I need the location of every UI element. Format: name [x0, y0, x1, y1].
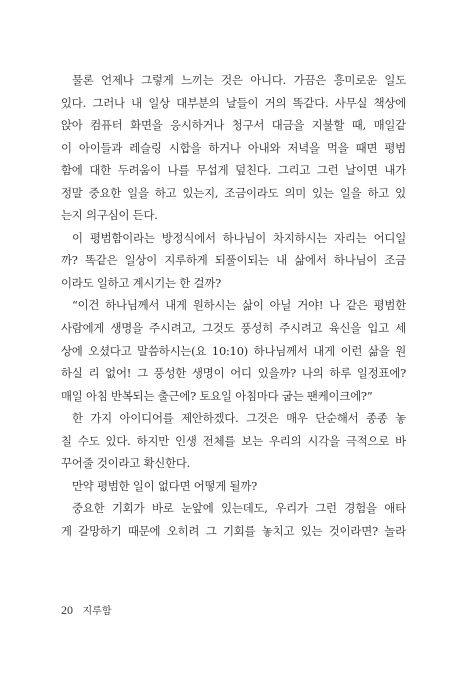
text-line: 는지 의구심이 든다. — [61, 208, 158, 223]
text-line: 칠 수도 있다. 하지만 인생 전체를 보는 우리의 시각을 극적으로 바 — [61, 433, 406, 448]
text-line: 이 평범함이라는 방정식에서 하나님이 차지하시는 자리는 어디일 — [72, 230, 406, 245]
text-line: 까? 똑같은 일상이 지루하게 되풀이되는 내 삶에서 하나님이 조금 — [61, 253, 406, 268]
text-line: 이라도 일하고 계시기는 한 걸까? — [61, 275, 222, 290]
running-title: 지루함 — [82, 606, 112, 617]
text-line: 사람에게 생명을 주시려고, 그것도 풍성히 주시려고 육신을 입고 세 — [61, 321, 406, 336]
text-line: 이 아이들과 레슬링 시합을 하거나 아내와 저녁을 먹을 때면 평범 — [61, 140, 406, 155]
text-line: 앉아 컴퓨터 화면을 응시하거나 청구서 대금을 지불할 때, 매일같 — [61, 118, 406, 133]
text-line: 게 갈망하기 때문에 오히려 그 기회를 놓치고 있는 것이라면? 놀라 — [61, 523, 406, 538]
text-line: 있다. 그러나 내 일상 대부분의 날들이 거의 똑같다. 사무실 책상에 — [61, 95, 406, 110]
text-line: 하실 리 없어! 그 풍성한 생명이 어디 있을까? 나의 하루 일정표에? — [61, 366, 406, 381]
text-line: 한 가지 아이디어를 제안하겠다. 그것은 매우 단순해서 종종 놓 — [72, 411, 406, 426]
text-line: 중요한 기회가 바로 눈앞에 있는데도, 우리가 그런 경험을 애타 — [72, 501, 406, 516]
text-line: 정말 중요한 일을 하고 있는지, 조금이라도 의미 있는 일을 하고 있 — [61, 185, 406, 200]
text-line: 만약 평범한 일이 없다면 어떻게 될까? — [72, 478, 258, 493]
page-number: 20 — [61, 603, 73, 617]
page-footer — [61, 602, 111, 618]
text-line: 매일 아침 반복되는 출근에? 토요일 아침마다 굽는 팬케이크에?” — [61, 388, 373, 403]
text-line: 상에 오셨다고 말씀하시는(요 10:10) 하나님께서 내게 이런 삶을 원 — [61, 343, 406, 358]
text-line: 물론 언제나 그렇게 느끼는 것은 아니다. 가끔은 흥미로운 일도 — [72, 73, 406, 87]
text-line: 함에 대한 두려움이 나를 무섭게 덮친다. 그리고 그런 날이면 내가 — [61, 163, 406, 178]
text-line: 꾸어줄 것이라고 확신한다. — [61, 456, 191, 471]
text-line: “이건 하나님께서 내게 원하시는 삶이 아닐 거야! 나 같은 평범한 — [72, 298, 406, 313]
body-text — [61, 69, 406, 542]
